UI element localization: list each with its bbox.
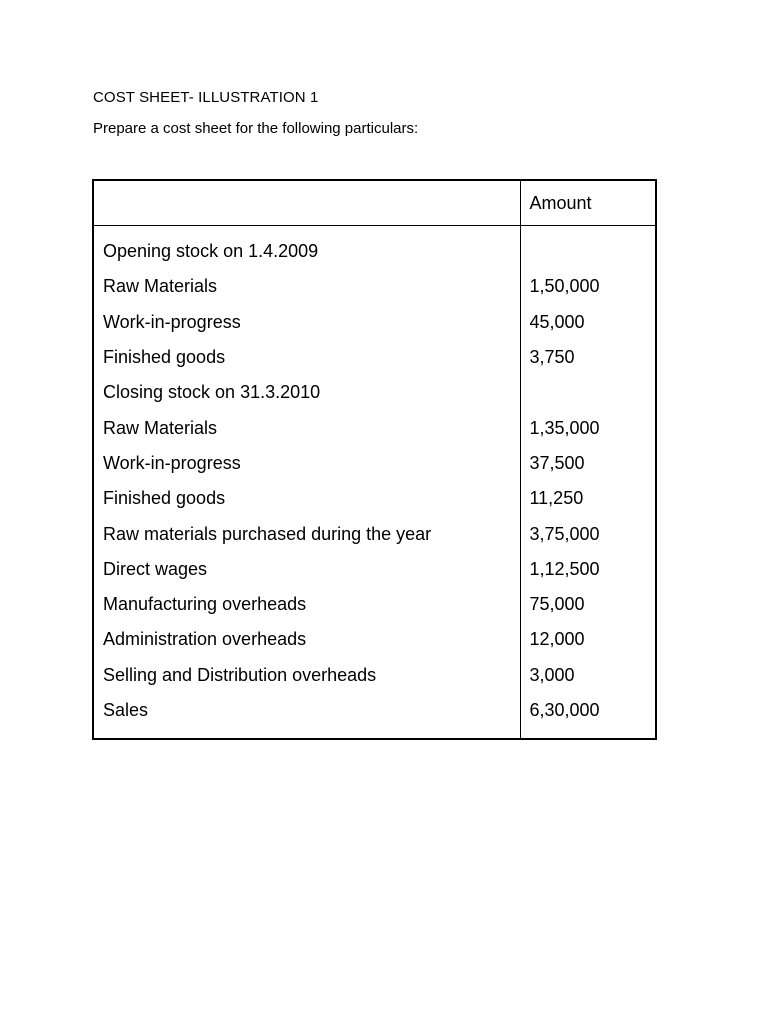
row-amount: 3,75,000: [520, 516, 656, 551]
table-row: [93, 375, 656, 410]
row-particular: Finished goods: [103, 488, 226, 509]
row-particular: Direct wages: [103, 558, 208, 579]
table-row: [93, 552, 656, 587]
row-amount: 1,50,000: [520, 269, 656, 304]
table-row: [93, 658, 656, 693]
row-particular: Selling and Distribution overheads: [103, 664, 377, 685]
table-row: [93, 226, 656, 270]
table-row: [93, 516, 656, 551]
row-particular: Raw Materials: [103, 276, 218, 297]
cost-particulars-table: [92, 179, 657, 740]
row-particular: Sales: [103, 700, 149, 720]
header-particulars: [93, 180, 520, 226]
document-instruction: Prepare a cost sheet for the following particulars:: [93, 120, 419, 137]
row-particular: Opening stock on 1.4.2009: [103, 241, 319, 262]
table-row: [93, 622, 656, 657]
table-row: [93, 305, 656, 340]
row-amount: 6,30,000: [520, 693, 656, 739]
row-amount: 1,12,500: [520, 552, 656, 587]
row-amount: 11,250: [520, 481, 656, 516]
row-particular: Raw Materials: [103, 417, 218, 438]
table-row: [93, 269, 656, 304]
row-particular: Administration overheads: [103, 629, 307, 650]
row-amount: 12,000: [520, 622, 656, 657]
header-amount: Amount: [520, 180, 656, 226]
table-row: [93, 410, 656, 445]
row-particular: Closing stock on 31.3.2010: [103, 382, 321, 403]
row-amount: 1,35,000: [520, 410, 656, 445]
row-amount: 45,000: [520, 305, 656, 340]
table-row: [93, 481, 656, 516]
row-amount: [520, 226, 656, 270]
table-row: [93, 587, 656, 622]
table-header-row: [93, 180, 656, 226]
row-amount: [520, 375, 656, 410]
row-amount: 75,000: [520, 587, 656, 622]
table-row: [93, 340, 656, 375]
row-particular: Raw materials purchased during the year: [103, 523, 432, 544]
table-row: [93, 693, 656, 739]
row-amount: 3,000: [520, 658, 656, 693]
row-amount: 3,750: [520, 340, 656, 375]
row-particular: Work-in-progress: [103, 311, 241, 332]
row-particular: Work-in-progress: [103, 452, 241, 473]
row-particular: Manufacturing overheads: [103, 594, 307, 615]
document-title: COST SHEET- ILLUSTRATION 1: [93, 89, 319, 106]
row-amount: 37,500: [520, 446, 656, 481]
row-particular: Finished goods: [103, 347, 226, 368]
table-row: [93, 446, 656, 481]
